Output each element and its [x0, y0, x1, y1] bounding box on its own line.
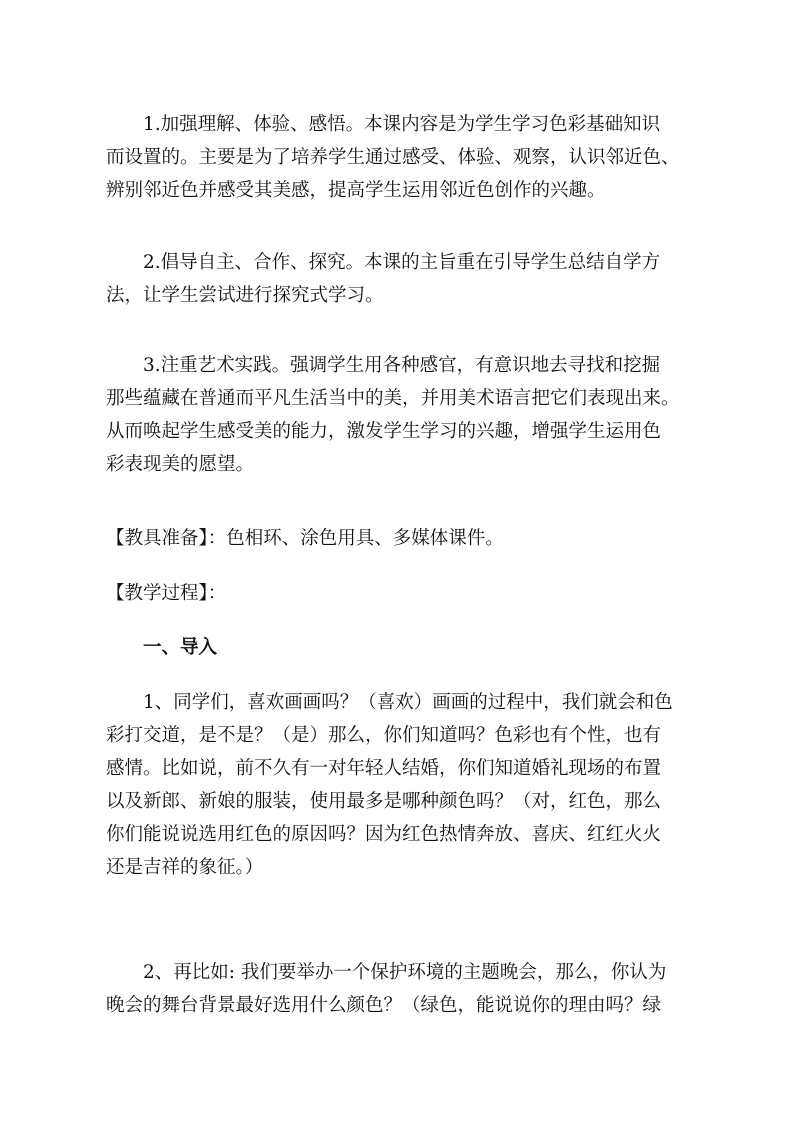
section-intro — [106, 631, 696, 664]
paragraph-1-line: 而设置的。主要是为了培养学生通过感受、体验、观察，认识邻近色、 — [106, 147, 680, 168]
section-intro-heading: 一、导入 — [143, 637, 218, 658]
paragraph-3-line: 从而唤起学生感受美的能力，激发学生学习的兴趣，增强学生运用色 — [106, 421, 662, 442]
paragraph-1-line: 辨别邻近色并感受其美感，提高学生运用邻近色创作的兴趣。 — [106, 180, 606, 201]
question-1-line: 你们能说说选用红色的原因吗？因为红色热情奔放、喜庆、红红火火 — [106, 824, 662, 845]
question-1 — [106, 686, 696, 884]
paragraph-1-line: 1.加强理解、体验、感悟。本课内容是为学生学习色彩基础知识 — [143, 114, 661, 135]
paragraph-2-line: 法，让学生尝试进行探究式学习。 — [106, 285, 384, 306]
question-2-line: 晚会的舞台背景最好选用什么颜色？（绿色，能说说你的理由吗？绿 — [106, 995, 662, 1016]
question-1-line: 以及新郎、新娘的服装，使用最多是哪种颜色吗？（对，红色，那么 — [106, 791, 662, 812]
paragraph-2-line: 2.倡导自主、合作、探究。本课的主旨重在引导学生总结自学方 — [143, 252, 661, 273]
teaching-aids — [106, 522, 696, 555]
question-1-line: 彩打交道，是不是？（是）那么，你们知道吗？色彩也有个性，也有 — [106, 725, 662, 746]
paragraph-2 — [106, 246, 696, 312]
paragraph-3-line: 彩表现美的愿望。 — [106, 454, 255, 475]
question-1-line: 感情。比如说，前不久有一对年轻人结婚，你们知道婚礼现场的布置 — [106, 758, 662, 779]
question-2-line: 2、再比如: 我们要举办一个保护环境的主题晚会，那么，你认为 — [143, 962, 667, 983]
teaching-process — [106, 577, 696, 610]
paragraph-1 — [106, 108, 696, 207]
paragraph-3-line: 3.注重艺术实践。强调学生用各种感官，有意识地去寻找和挖掘 — [143, 355, 661, 376]
question-1-line: 还是吉祥的象征。） — [106, 857, 264, 878]
teaching-process-heading: 【教学过程】： — [106, 583, 227, 604]
question-2 — [106, 956, 696, 1022]
question-1-line: 1、同学们，喜欢画画吗？（喜欢）画画的过程中，我们就会和色 — [143, 692, 673, 713]
paragraph-3-line: 那些蕴藏在普通而平凡生活当中的美，并用美术语言把它们表现出来。 — [106, 388, 680, 409]
paragraph-3 — [106, 349, 696, 481]
teaching-aids-text: 【教具准备】：色相环、涂色用具、多媒体课件。 — [106, 528, 504, 549]
